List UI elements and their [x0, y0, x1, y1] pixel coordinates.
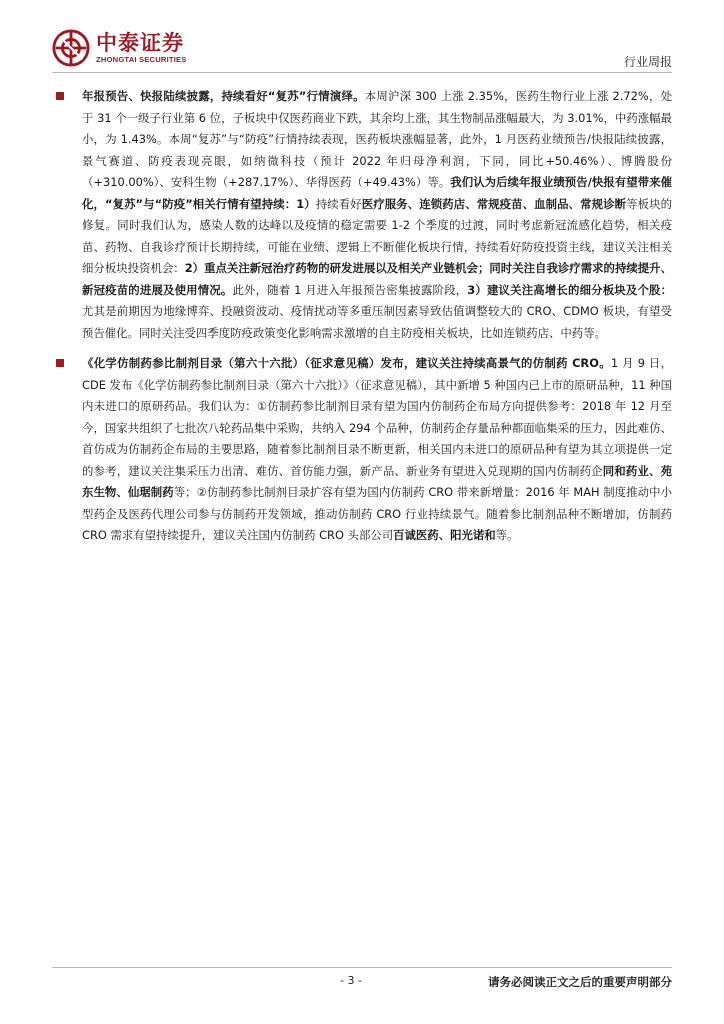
- main-content: [52, 86, 672, 547]
- report-type-label: 行业周报: [623, 55, 672, 69]
- body-text: 此外，随着 1 月进入年报预告密集披露阶段，: [232, 282, 468, 297]
- company-logo: [52, 26, 187, 70]
- emphasis-text: 百诚医药、阳光诺和: [393, 528, 496, 542]
- square-bullet-icon: [56, 92, 64, 100]
- paragraph-annual-report-preview: [52, 86, 672, 344]
- emphasis-text: 年报预告、快报陆续披露，持续看好“复苏”行情演绎。: [82, 89, 365, 103]
- page-header: [0, 0, 724, 80]
- body-text: 等。: [495, 528, 519, 542]
- body-text: 本周沪深 300 上涨 2.35%，医药生物行业上涨 2.72%，处于 31 个一级子行业第 6 位，子板块中仅医药商业下跌，其余均上涨，其生物制品涨幅最大，为 3.01%，中药涨幅最小，为 1.43%。本周“复苏”与“防疫”行情持续表现，医药板块涨幅显著，此外，1 月医药业绩预告/快报陆续披露，景气赛道、防疫表现亮眼，如纳微科技（预计 2022 年归母净利润，下同，同比+50.46%）、博腾股份（+310.00%）、安科生物（+287.17%）、华得医药（+49.43%）等。: [82, 89, 672, 189]
- logo-english-name: ZHONGTAI SECURITIES: [96, 55, 187, 64]
- footer-disclaimer: 请务必阅读正文之后的重要声明部分: [488, 975, 672, 989]
- paragraph-text: [82, 356, 672, 542]
- paragraph-text: [82, 89, 672, 340]
- body-text: 持续看好: [315, 196, 362, 211]
- logo-text: [96, 31, 187, 65]
- emphasis-text: 《化学仿制药参比制剂目录（第六十六批）（征求意见稿）发布，建议关注持续高景气的仿制药 CRO。: [82, 356, 611, 370]
- square-bullet-icon: [56, 359, 64, 367]
- page-number: - 3 -: [340, 974, 362, 987]
- body-text: 1 月 9 日，CDE 发布《化学仿制药参比制剂目录（第六十六批）》（征求意见稿），其中新增 5 种国内已上市的原研品种，11 种国内未进口的原研药品。我们认为：①仿制药参比制剂目录有望为国内仿制药企布局方向提供参考：2018 年 12 月至今，国家共组织了七批次八轮药品集中采购，共纳入 294 个品种，仿制药企存量品种都面临集采的压力，因此难仿、首仿成为仿制药企布局的主要思路，随着参比制剂目录不断更新，相关国内未进口的原研品种有望为其立项提供一定的参考，建议关注集采压力出清、难仿、首仿能力强，新产品、新业务有望进入兑现期的国内仿制药企: [82, 356, 672, 478]
- body-text: 等板块的修复。同时我们认为，感染人数的达峰以及疫情的稳定需要 1-2 个季度的过渡，同时考虑新冠流感化趋势，相关疫苗、药物、自我诊疗预计长期持续，可能在业绩、逻辑上不断催化板块行情，持续看好防疫投资主线，建议关注相关细分板块投资机会：: [82, 196, 672, 275]
- emphasis-text: 我们认为后续年报业绩预告/快报有望带来催化，“复苏”与“防疫”相关行情有望持续：1）: [82, 175, 672, 211]
- header-divider: [52, 72, 672, 73]
- emphasis-text: 3）建议关注高增长的细分板块及个股：: [467, 282, 672, 297]
- paragraph-generic-drug-cro: [52, 353, 672, 547]
- body-text: 等；②仿制药参比制剂目录扩容有望为国内仿制药 CRO 带来新增量：2016 年 MAH 制度推动中小型药企及医药代理公司参与仿制药开发领域，推动仿制药 CRO 行业持续景气。随着参比制剂品种不断增加，仿制药 CRO 需求有望持续提升，建议关注国内仿制药 CRO 头部公司: [82, 485, 672, 542]
- logo-chinese-name: 中泰证券: [96, 31, 184, 55]
- emphasis-text: 2）重点关注新冠治疗药物的研发进展以及相关产业链机会；同时关注自我诊疗需求的持续提升、新冠疫苗的进展及使用情况。: [82, 261, 672, 297]
- zhongtai-logo-icon: [52, 29, 90, 67]
- emphasis-text: 同和药业、苑东生物、仙琚制药: [82, 463, 672, 499]
- footer-divider: [52, 967, 672, 968]
- emphasis-text: 医疗服务、连锁药店、常规疫苗、血制品、常规诊断: [361, 196, 627, 211]
- body-text: 尤其是前期因为地缘博弈、投融资波动、疫情扰动等多重压制因素导致估值调整较大的 CRO、CDMO 板块，有望受预告催化。同时关注受四季度防疫政策变化影响需求激增的自主防疫相关板块，比如连锁药店、中药等。: [82, 304, 672, 340]
